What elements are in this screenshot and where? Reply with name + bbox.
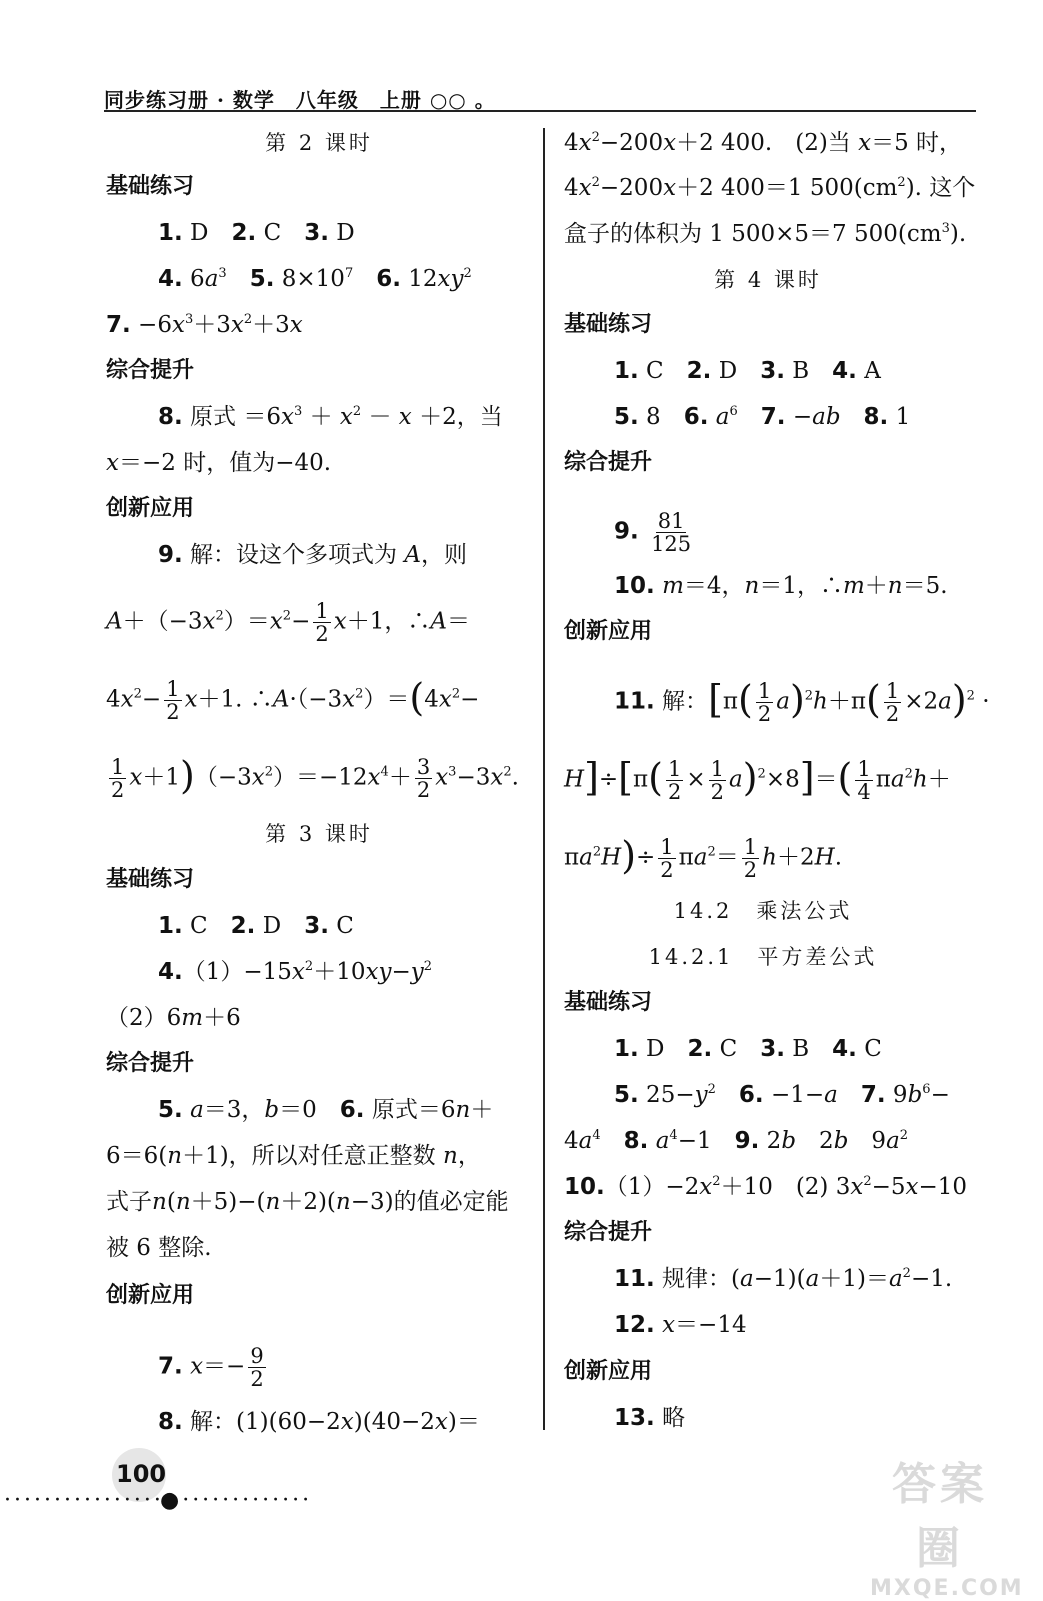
answer-line: 1. C 2. D 3. C (158, 913, 354, 939)
formula-line: 7. x＝− $\frac{9}{2}$ (158, 1344, 264, 1391)
watermark-brand: 答案圈 (892, 1459, 988, 1574)
answer-line: 盒子的体积为 1 500×5＝7 $500(cm^3)$. (564, 221, 967, 247)
answer-line: 1. C 2. D 3. B 4. A (614, 358, 881, 384)
answer-line: 8. 原式 $=6x^3 + x^2 - x +2$，当 (158, 404, 503, 430)
answer-line: 4. $6a^3$ 5. $8\times 10^7$ 6. $12xy^2$ (158, 266, 472, 292)
section-comprehensive: 综合提升 (564, 450, 653, 475)
answer-line: 10. m＝4，n＝1，∴m＋n＝5. (614, 573, 948, 599)
answer-line: $4.(1)-15x^2+10xy-y^2$ (158, 959, 432, 985)
section-comprehensive: 综合提升 (106, 1051, 195, 1076)
answer-line: 1. D 2. C 3. B 4. C (614, 1036, 882, 1062)
section-basic-practice: 基础练习 (564, 990, 653, 1015)
answer-line: 9. 解：设这个多项式为 A，则 (158, 542, 467, 568)
section-14-2-title: 14.2 乘法公式 (673, 899, 853, 923)
answer-line: 8. 解：(1)(60−2x)(40−2x)＝ (158, 1409, 480, 1435)
answer-line: 11. 规律：$(a-1)(a+1)=a^2-1$. (614, 1266, 953, 1292)
answer-line: 1. D 2. C 3. D (158, 220, 355, 246)
section-innovation: 创新应用 (564, 619, 653, 644)
answer-line: $4x^2-200x+2$ 400. (2)当 x＝5 时， (564, 130, 963, 156)
formula-line: $4x^2-$ $\frac{1}{2}$ x＋1. $\therefore A\cdot(-3x^2)=(4x^2-$ (106, 675, 480, 724)
footer-dots-left: ················· (4, 1488, 174, 1513)
column-divider (543, 128, 545, 1430)
answer-line: $4x^2-200x+2$ 400＝1 $500(cm^2)$. 这个 (564, 175, 976, 201)
section-innovation: 创新应用 (106, 496, 195, 521)
answer-line: x＝−2 时，值为−40. (106, 450, 332, 476)
answer-line: （2）6m＋6 (106, 1005, 241, 1031)
header-rule (104, 110, 976, 112)
answer-line: 5. a＝3，b＝0 6. 原式＝6n＋ (158, 1097, 494, 1123)
formula-line: H]÷[π( $\frac{1}{2}$ × $\frac{1}{2}$ a)$^2$×8]＝( $\frac{1}{4}$ $\pi a^2h+$ (564, 755, 951, 804)
section-basic-practice: 基础练习 (106, 174, 195, 199)
formula-line: $\pi a^2H)\div$ $\frac{1}{2}$ $\pi a^2=$ $\frac{1}{2}$ h＋2H. (564, 833, 843, 882)
lesson-2-title: 第 2 课时 (265, 131, 373, 155)
section-basic-practice: 基础练习 (106, 867, 195, 892)
page-number: 100 (116, 1460, 167, 1488)
section-innovation: 创新应用 (564, 1359, 653, 1384)
answer-line: 5. 8 6. $a^6$ 7. −ab 8. 1 (614, 404, 911, 430)
section-14-2-1-title: 14.2.1 平方差公式 (648, 945, 878, 969)
formula-line: $\frac{1}{2}$ $x+1)(-3x^2)=-12x^4+$ $\frac{3}{2}$ $x^3-3x^2$. (111, 753, 519, 802)
answer-line: $10.(1)-2x^2+10$ (2) $3x^2-5x-10$ (564, 1174, 968, 1200)
watermark (870, 1448, 1024, 1601)
answer-line: 5. $25-y^2$ 6. −1−a 7. $9b^6-$ (614, 1082, 950, 1108)
footer-dots-right: ●············· (160, 1488, 313, 1513)
running-header: 同步练习册 · 数学 八年级 上册 ○○ 。 (104, 88, 496, 112)
answer-line: 13. 略 (614, 1405, 686, 1431)
answer-line: 被 6 整除. (106, 1235, 212, 1261)
section-comprehensive: 综合提升 (106, 358, 195, 383)
formula-line: 11. 解：[π( $\frac{1}{2}$ a)$^2$h＋π( $\frac{1}{2}$ ×2a)$^2$ · (614, 677, 990, 726)
answer-13-text: 略 (662, 1405, 686, 1431)
answer-line: 12. x＝−14 (614, 1312, 747, 1338)
answer-line: 式子n(n＋5)−(n＋2)(n−3)的值必定能 (106, 1189, 509, 1215)
answer-line: $4a^4$ 8. $a^4-1$ 9. 2b 2b $9a^2$ (564, 1128, 909, 1154)
section-comprehensive: 综合提升 (564, 1220, 653, 1245)
formula-line: $A+(-3x^2)=x^2-$ $\frac{1}{2}$ x＋1，∴A＝ (106, 599, 470, 646)
watermark-url: MXQE.COM (870, 1576, 1024, 1601)
answer-line: 6＝6(n＋1)，所以对任意正整数 n， (106, 1143, 481, 1169)
lesson-4-title: 第 4 课时 (714, 268, 822, 292)
section-innovation: 创新应用 (106, 1283, 195, 1308)
section-basic-practice: 基础练习 (564, 312, 653, 337)
formula-line: 9. $\frac{81}{125}$ (614, 509, 692, 556)
lesson-3-title: 第 3 课时 (265, 822, 373, 846)
answer-line: 7. $-6x^3+3x^2+3x$ (106, 312, 303, 338)
